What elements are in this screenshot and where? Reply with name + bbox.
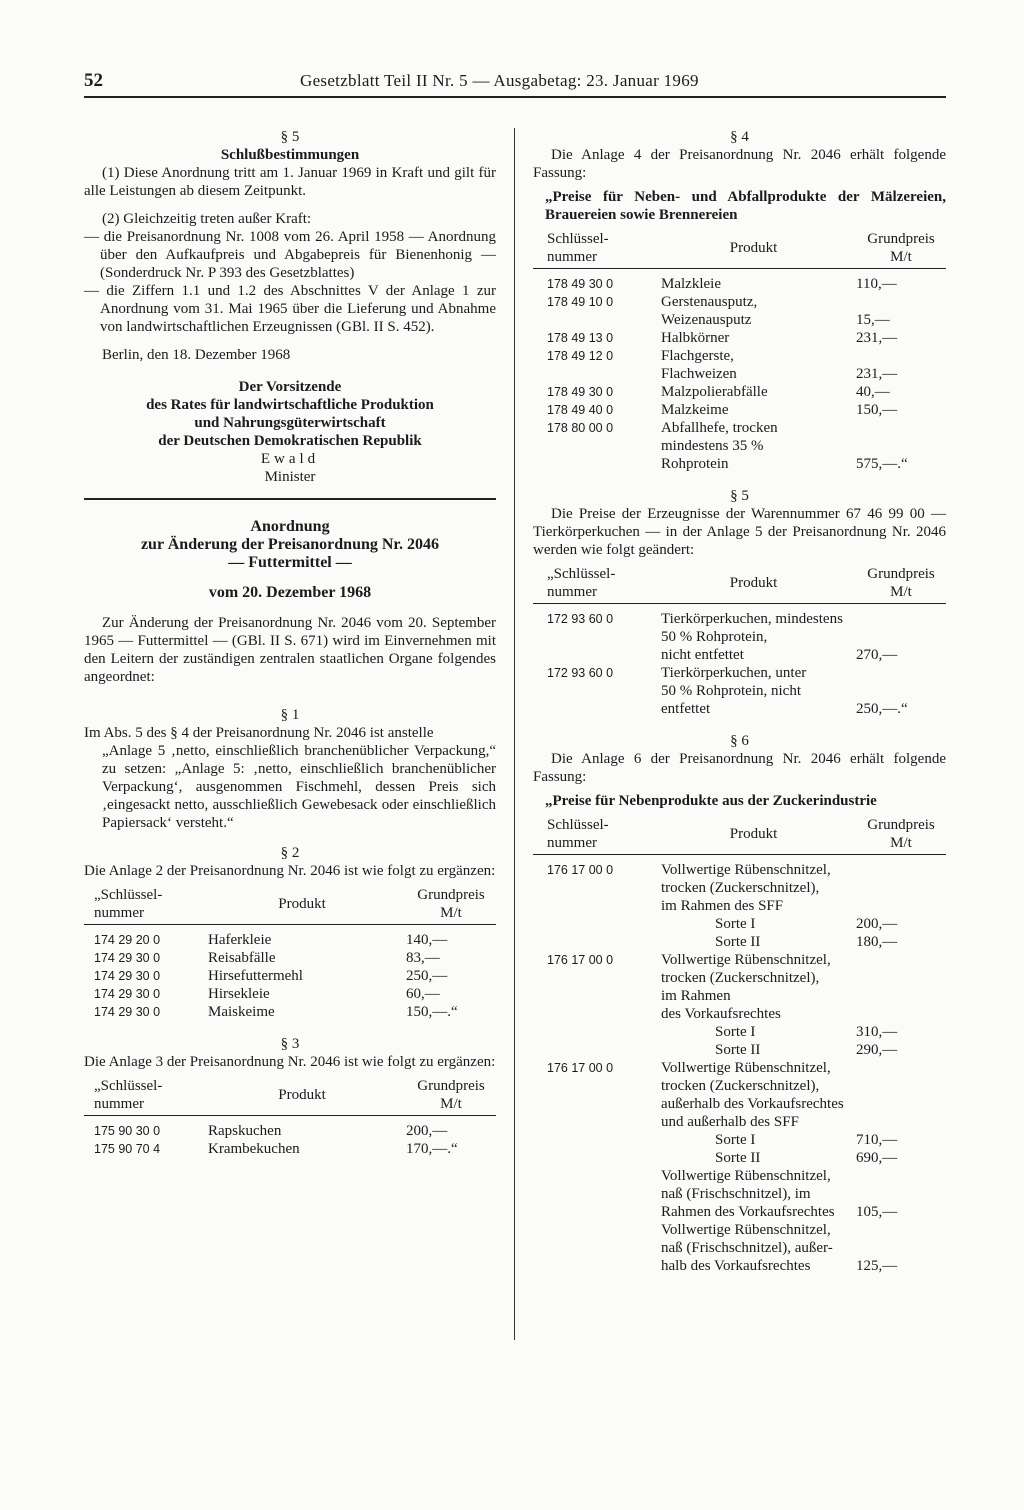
col-price: M/t [890, 584, 912, 600]
price-cell: 710,— [856, 1132, 898, 1148]
product-line: Weizenausputz [661, 312, 752, 328]
product-cell [661, 1221, 844, 1275]
product-line: Tierkörperkuchen, unter [661, 665, 807, 681]
table-row [94, 949, 496, 967]
product-line: des Vorkaufsrechtes [661, 1006, 781, 1022]
price-cell: 575,—.“ [856, 456, 908, 472]
product-line: Malzpolierabfälle [661, 384, 768, 400]
key-cell: 175 90 70 4 [94, 1142, 161, 1156]
product-cell [661, 610, 844, 664]
col-key: nummer [547, 249, 597, 265]
key-cell: 178 49 30 0 [547, 277, 614, 291]
right-column [533, 128, 946, 1275]
table-header [84, 886, 496, 925]
price-cell: 83,— [406, 950, 440, 966]
signer-line: Der Vorsitzende [238, 379, 342, 395]
price-cell: 250,—.“ [856, 701, 908, 717]
table-row [547, 861, 946, 915]
product-line: Rahmen des Vorkaufsrechtes [661, 1204, 835, 1220]
product-cell [661, 1059, 844, 1131]
table-row [94, 1140, 496, 1158]
section-number: § 3 [280, 1036, 300, 1052]
price-cell: 105,— [856, 1204, 898, 1220]
product-cell: Hirsekleie [208, 986, 270, 1002]
product-line: Vollwertige Rübenschnitzel, [661, 1060, 831, 1076]
table-row [94, 1122, 496, 1140]
col-key: nummer [547, 835, 597, 851]
table-row [547, 383, 946, 401]
price-cell: 231,— [856, 330, 898, 346]
product-cell [661, 861, 844, 915]
product-line: entfettet [661, 701, 711, 717]
paragraph: Die Anlage 4 der Preisanordnung Nr. 2046 erhält folgende Fassung: [533, 147, 946, 181]
section-number: § 4 [730, 129, 749, 145]
section-number: § 1 [280, 707, 300, 723]
paragraph: Die Anlage 2 der Preisanordnung Nr. 2046 ist wie folgt zu ergänzen: [84, 863, 496, 879]
sort-label: Sorte II [715, 934, 761, 950]
col-key: „Schlüssel- [94, 1078, 163, 1094]
section-number: § 5 [280, 129, 300, 145]
col-product: Produkt [729, 240, 778, 256]
price-cell: 200,— [856, 916, 898, 932]
table-row [547, 1167, 946, 1221]
date-line: Berlin, den 18. Dezember 1968 [102, 347, 291, 363]
price-cell: 180,— [856, 934, 898, 950]
price-table [533, 610, 946, 718]
price-cell: 250,— [406, 968, 448, 984]
product-line: Malzkeime [661, 402, 729, 418]
product-line: Vollwertige Rübenschnitzel, [661, 1222, 831, 1238]
price-cell: 60,— [406, 986, 440, 1002]
table-row [94, 1003, 496, 1021]
product-line: trocken (Zuckerschnitzel), [661, 880, 820, 896]
table-row [547, 1041, 946, 1059]
column-divider [514, 128, 515, 1340]
price-table [533, 275, 946, 473]
col-key: nummer [94, 905, 144, 921]
key-cell: 175 90 30 0 [94, 1124, 161, 1138]
col-key: Schlüssel- [547, 231, 609, 247]
product-line: Tierkörperkuchen, mindestens 50 % Rohprotein, [661, 611, 843, 645]
col-price: Grundpreis [417, 887, 485, 903]
product-cell [661, 664, 844, 718]
product-line: nicht entfettet [661, 647, 744, 663]
signature-block [84, 378, 496, 486]
product-cell [661, 293, 844, 329]
table-row [547, 1059, 946, 1131]
key-cell: 176 17 00 0 [547, 953, 614, 967]
product-line: mindestens 35 % [661, 438, 764, 454]
sort-label: Sorte II [715, 1150, 761, 1166]
product-line: im Rahmen des SFF [661, 898, 784, 914]
price-cell: 290,— [856, 1042, 898, 1058]
table-row [547, 610, 946, 664]
price-cell: 40,— [856, 384, 890, 400]
price-table [84, 1122, 496, 1158]
signer-line: des Rates für landwirtschaftliche Produktion [146, 397, 434, 413]
key-cell: 178 80 00 0 [547, 421, 614, 435]
price-cell: 150,—.“ [406, 1004, 458, 1020]
paragraph: Im Abs. 5 des § 4 der Preisanordnung Nr. 2046 ist anstelle [84, 725, 434, 741]
product-line: naß (Frischschnitzel), außer- [661, 1240, 833, 1256]
signer-name: Ewald [260, 451, 320, 467]
price-cell: 150,— [856, 402, 898, 418]
key-cell: 178 49 12 0 [547, 349, 614, 363]
table-header [533, 816, 946, 855]
col-key: „Schlüssel- [547, 566, 616, 582]
price-table [533, 861, 946, 1275]
product-line: halb des Vorkaufsrechtes [661, 1258, 811, 1274]
price-cell: 310,— [856, 1024, 898, 1040]
key-cell: 174 29 20 0 [94, 933, 161, 947]
key-cell: 178 49 10 0 [547, 295, 614, 309]
col-price: Grundpreis [867, 566, 935, 582]
table-row [547, 329, 946, 347]
product-line: 50 % Rohprotein, nicht [661, 683, 801, 699]
table-title: „Preise für Nebenprodukte aus der Zuckerindustrie [545, 793, 877, 809]
product-line: Flachweizen [661, 366, 737, 382]
section-heading: Schlußbestimmungen [220, 147, 360, 163]
table-row [547, 347, 946, 383]
price-cell: 170,—.“ [406, 1141, 458, 1157]
col-price: M/t [890, 249, 912, 265]
col-key: „Schlüssel- [94, 887, 163, 903]
table-row [547, 664, 946, 718]
col-price: Grundpreis [867, 817, 935, 833]
section-number: § 6 [730, 733, 749, 749]
product-line: Abfallhefe, trocken [661, 420, 778, 436]
product-line: naß (Frischschnitzel), im [661, 1186, 811, 1202]
col-key: Schlüssel- [547, 817, 609, 833]
product-cell: Hirsefuttermehl [208, 968, 303, 984]
table-header [84, 1077, 496, 1116]
paragraph: (2) Gleichzeitig treten außer Kraft: [102, 211, 312, 227]
product-line: trocken (Zuckerschnitzel), [661, 970, 820, 986]
product-cell: Haferkleie [208, 932, 272, 948]
key-cell: 174 29 30 0 [94, 951, 161, 965]
table-row [547, 401, 946, 419]
col-product: Produkt [278, 1087, 326, 1103]
product-cell [661, 951, 844, 1023]
key-cell: 176 17 00 0 [547, 863, 614, 877]
signer-line: der Deutschen Demokratischen Republik [158, 433, 422, 449]
product-line: Flachgerste, [661, 348, 734, 364]
paragraph: Die Anlage 6 der Preisanordnung Nr. 2046 erhält folgende Fassung: [533, 751, 946, 785]
table-row [94, 967, 496, 985]
product-cell [661, 275, 844, 293]
table-header [533, 230, 946, 269]
key-cell: 174 29 30 0 [94, 1005, 161, 1019]
table-row [547, 933, 946, 951]
col-key: nummer [547, 584, 597, 600]
col-key: nummer [94, 1096, 144, 1112]
signer-title: Minister [264, 469, 316, 485]
list-item: — die Preisanordnung Nr. 1008 vom 26. April 1958 — Anordnung über den Aufkaufpreis und Abgabepreis für Bienenhonig — (Sonderdruck Nr. P 393 des Gesetzblattes) [84, 229, 496, 281]
product-line: Malzkleie [661, 276, 721, 292]
header-title: Gesetzblatt Teil II Nr. 5 — Ausgabetag: 23. Januar 1969 [300, 71, 699, 90]
key-cell: 178 49 40 0 [547, 403, 614, 417]
product-line: im Rahmen [661, 988, 731, 1004]
product-line: Gerstenausputz, [661, 294, 758, 310]
col-price: M/t [890, 835, 912, 851]
price-cell: 140,— [406, 932, 448, 948]
price-table [84, 931, 496, 1021]
product-cell: Maiskeime [208, 1004, 275, 1020]
left-column [84, 128, 496, 1158]
col-price: M/t [440, 1096, 462, 1112]
table-row [94, 985, 496, 1003]
key-cell: 172 93 60 0 [547, 666, 614, 680]
price-cell: 110,— [856, 276, 897, 292]
key-cell: 178 49 30 0 [547, 385, 614, 399]
table-title: „Preise für Neben- und Abfallprodukte der Mälzereien, Brauereien sowie Brennereien [545, 189, 946, 223]
price-cell: 231,— [856, 366, 898, 382]
key-cell: 176 17 00 0 [547, 1061, 614, 1075]
product-line: Vollwertige Rübenschnitzel, [661, 952, 831, 968]
col-price: M/t [440, 905, 462, 921]
paragraph: (1) Diese Anordnung tritt am 1. Januar 1969 in Kraft und gilt für alle Leistungen ab diesem Zeitpunkt. [84, 165, 496, 199]
product-line: außerhalb des Vorkaufsrechtes und außerhalb des SFF [661, 1096, 844, 1130]
ordinance-date: vom 20. Dezember 1968 [208, 584, 372, 601]
price-cell: 15,— [856, 312, 890, 328]
product-cell [661, 401, 844, 419]
page-header [84, 72, 946, 98]
product-cell: Rapskuchen [208, 1123, 282, 1139]
key-cell: 174 29 30 0 [94, 969, 161, 983]
product-line: Halbkörner [661, 330, 730, 346]
paragraph: Die Anlage 3 der Preisanordnung Nr. 2046 ist wie folgt zu ergänzen: [84, 1054, 496, 1070]
table-row [547, 1023, 946, 1041]
col-price: Grundpreis [867, 231, 935, 247]
col-price: Grundpreis [417, 1078, 485, 1094]
product-cell [661, 383, 844, 401]
table-row [547, 293, 946, 329]
sort-label: Sorte I [715, 1132, 756, 1148]
key-cell: 174 29 30 0 [94, 987, 161, 1001]
product-cell: Reisabfälle [208, 950, 276, 966]
col-product: Produkt [729, 826, 778, 842]
ordinance-title: — Futtermittel — [228, 554, 352, 571]
price-cell: 690,— [856, 1150, 898, 1166]
section-number: § 2 [280, 845, 300, 861]
product-cell [661, 329, 844, 347]
product-line: trocken (Zuckerschnitzel), [661, 1078, 820, 1094]
section-number: § 5 [730, 488, 749, 504]
table-row [547, 1221, 946, 1275]
table-row [547, 951, 946, 1023]
key-cell: 178 49 13 0 [547, 331, 614, 345]
table-row [547, 1131, 946, 1149]
list-item: — die Ziffern 1.1 und 1.2 des Abschnittes V der Anlage 1 zur Anordnung vom 31. Mai 1965 über die Lieferung und Abnahme von landwirtschaftlichen Erzeugnissen (GBl. II S. 452). [84, 283, 496, 335]
table-row [94, 931, 496, 949]
col-product: Produkt [278, 896, 326, 912]
table-row [547, 419, 946, 473]
product-cell [661, 1167, 844, 1221]
sort-label: Sorte I [715, 916, 756, 932]
price-cell: 270,— [856, 647, 898, 663]
price-cell: 125,— [856, 1258, 898, 1274]
divider [84, 498, 496, 500]
sort-label: Sorte II [715, 1042, 761, 1058]
product-cell [661, 419, 844, 473]
table-row [547, 275, 946, 293]
table-row [547, 915, 946, 933]
product-line: Rohprotein [661, 456, 729, 472]
ordinance-title: zur Änderung der Preisanordnung Nr. 2046 [140, 536, 440, 553]
product-line: Vollwertige Rübenschnitzel, [661, 862, 831, 878]
paragraph: Die Preise der Erzeugnisse der Warennummer 67 46 99 00 — Tierkörperkuchen — in der Anlage 5 der Preisanordnung Nr. 2046 werden wie folgt geändert: [533, 506, 946, 558]
product-cell [661, 347, 844, 383]
col-product: Produkt [729, 575, 778, 591]
quote: „Anlage 5 ‚netto, einschließlich branchenüblicher Verpackung,“ zu setzen: „Anlage 5: ‚netto, einschließlich branchenüblicher Verpackung‘, ausgenommen Fischmehl, dessen Preis sich ‚eingesackt netto, ausschließlich Gewebesack oder einschließlich Papiersack‘ versteht.“ [102, 743, 496, 831]
price-cell: 200,— [406, 1123, 448, 1139]
page-number: 52 [84, 70, 103, 91]
table-header [533, 565, 946, 604]
key-cell: 172 93 60 0 [547, 612, 614, 626]
signer-line: und Nahrungsgüterwirtschaft [194, 415, 386, 431]
paragraph: Zur Änderung der Preisanordnung Nr. 2046 vom 20. September 1965 — Futtermittel — (GBl. II S. 671) wird im Einvernehmen mit den Leitern der zuständigen zentralen staatlichen Organe folgendes angeordnet: [84, 615, 496, 685]
product-line: Vollwertige Rübenschnitzel, [661, 1168, 831, 1184]
ordinance-title: Anordnung [250, 518, 330, 535]
sort-label: Sorte I [715, 1024, 756, 1040]
product-cell: Krambekuchen [208, 1141, 300, 1157]
table-row [547, 1149, 946, 1167]
